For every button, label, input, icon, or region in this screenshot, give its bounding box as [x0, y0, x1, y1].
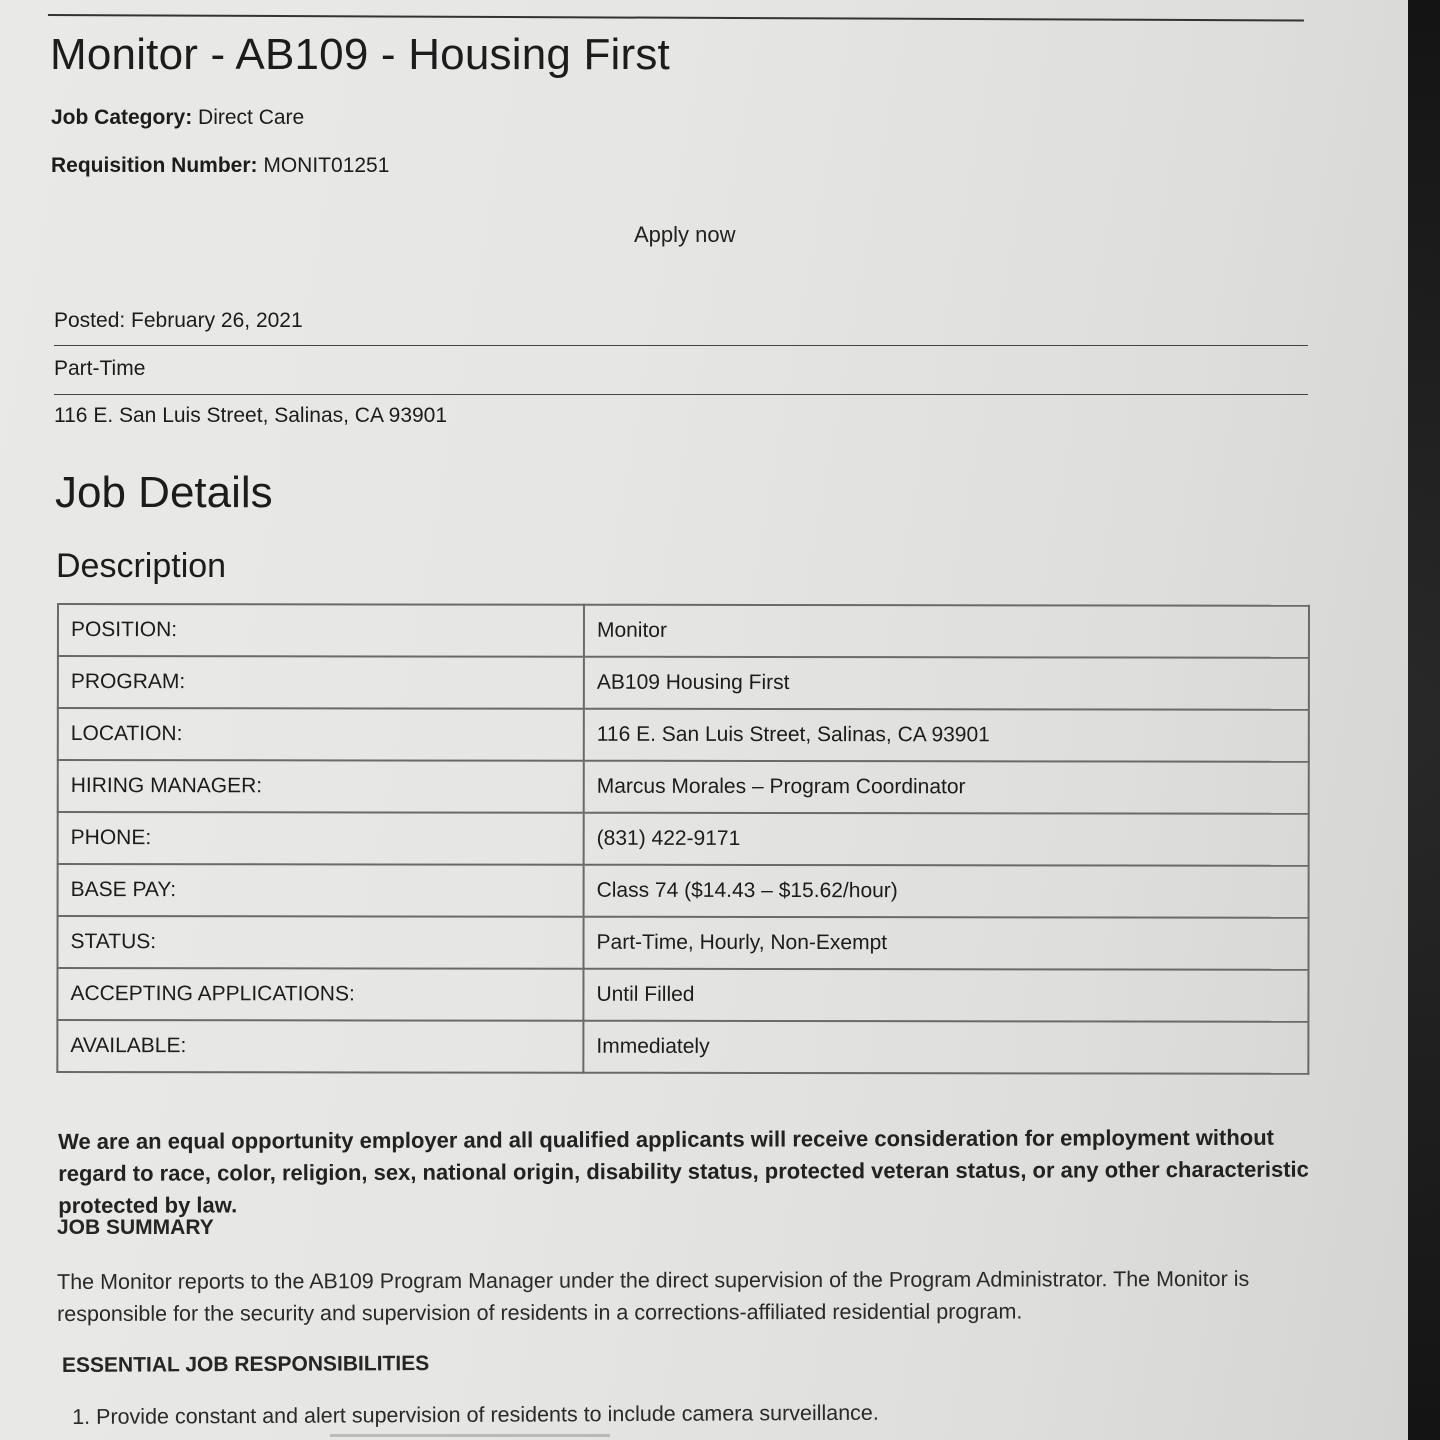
- row-key: PHONE:: [58, 812, 584, 865]
- table-row: [58, 864, 1309, 918]
- apply-now-button[interactable]: Apply now: [634, 222, 736, 247]
- table-row: [57, 968, 1308, 1022]
- table-row: [58, 708, 1309, 762]
- table-row: [57, 1020, 1308, 1074]
- job-address: 116 E. San Luis Street, Salinas, CA 93901: [54, 404, 448, 427]
- table-row: [58, 604, 1309, 658]
- employment-type: Part-Time: [54, 357, 146, 380]
- row-key: AVAILABLE:: [57, 1020, 583, 1073]
- row-value: AB109 Housing First: [584, 657, 1309, 710]
- job-category-label: Job Category:: [51, 106, 193, 129]
- eeo-statement: We are an equal opportunity employer and all qualified applicants will receive consideration for employment without regard to race, color, religion, sex, national origin, disability status, protected veteran status, or any other characteristic protected by law.: [58, 1124, 1309, 1218]
- row-value: 116 E. San Luis Street, Salinas, CA 93901: [584, 709, 1309, 762]
- responsibilities-heading: ESSENTIAL JOB RESPONSIBILITIES: [61, 1352, 430, 1377]
- table-row: [58, 812, 1309, 866]
- job-category: [51, 106, 304, 130]
- row-key: LOCATION:: [58, 708, 584, 761]
- row-key: ACCEPTING APPLICATIONS:: [57, 968, 583, 1021]
- job-details-heading: Job Details: [55, 468, 273, 517]
- row-value: (831) 422-9171: [584, 813, 1309, 866]
- divider: [54, 394, 1308, 395]
- row-value: Part-Time, Hourly, Non-Exempt: [583, 917, 1308, 970]
- job-summary-heading: JOB SUMMARY: [57, 1216, 214, 1239]
- row-key: HIRING MANAGER:: [58, 760, 584, 813]
- requisition-value: MONIT01251: [263, 154, 390, 177]
- divider: [54, 345, 1308, 346]
- requisition-number: [51, 154, 389, 178]
- row-key: BASE PAY:: [58, 864, 584, 917]
- cut-off-text-line: [330, 1434, 610, 1437]
- row-value: Immediately: [583, 1021, 1308, 1074]
- row-value: Monitor: [584, 605, 1309, 658]
- row-value: Marcus Morales – Program Coordinator: [584, 761, 1309, 814]
- table-row: [58, 760, 1309, 814]
- description-heading: Description: [56, 547, 227, 585]
- row-value: Until Filled: [583, 969, 1308, 1022]
- job-category-value: Direct Care: [198, 106, 305, 129]
- list-item: 1. Provide constant and alert supervision of residents to include camera surveillance.: [96, 1401, 879, 1430]
- job-summary-text: The Monitor reports to the AB109 Program Manager under the direct supervision of the Program Administrator. The Monitor is responsible for the security and supervision of residents in a corrections-affiliated residential program.: [57, 1266, 1250, 1326]
- top-divider: [48, 0, 1304, 21]
- job-details-table: [56, 603, 1310, 1075]
- posted-date: Posted: February 26, 2021: [54, 309, 303, 332]
- job-title: Monitor - AB109 - Housing First: [50, 30, 670, 79]
- requisition-label: Requisition Number:: [51, 154, 258, 177]
- row-key: STATUS:: [57, 916, 583, 969]
- row-key: POSITION:: [58, 604, 584, 657]
- table-row: [57, 916, 1308, 970]
- table-row: [58, 656, 1309, 710]
- responsibilities-list: [62, 1401, 879, 1438]
- row-key: PROGRAM:: [58, 656, 584, 709]
- row-value: Class 74 ($14.43 – $15.62/hour): [584, 865, 1309, 918]
